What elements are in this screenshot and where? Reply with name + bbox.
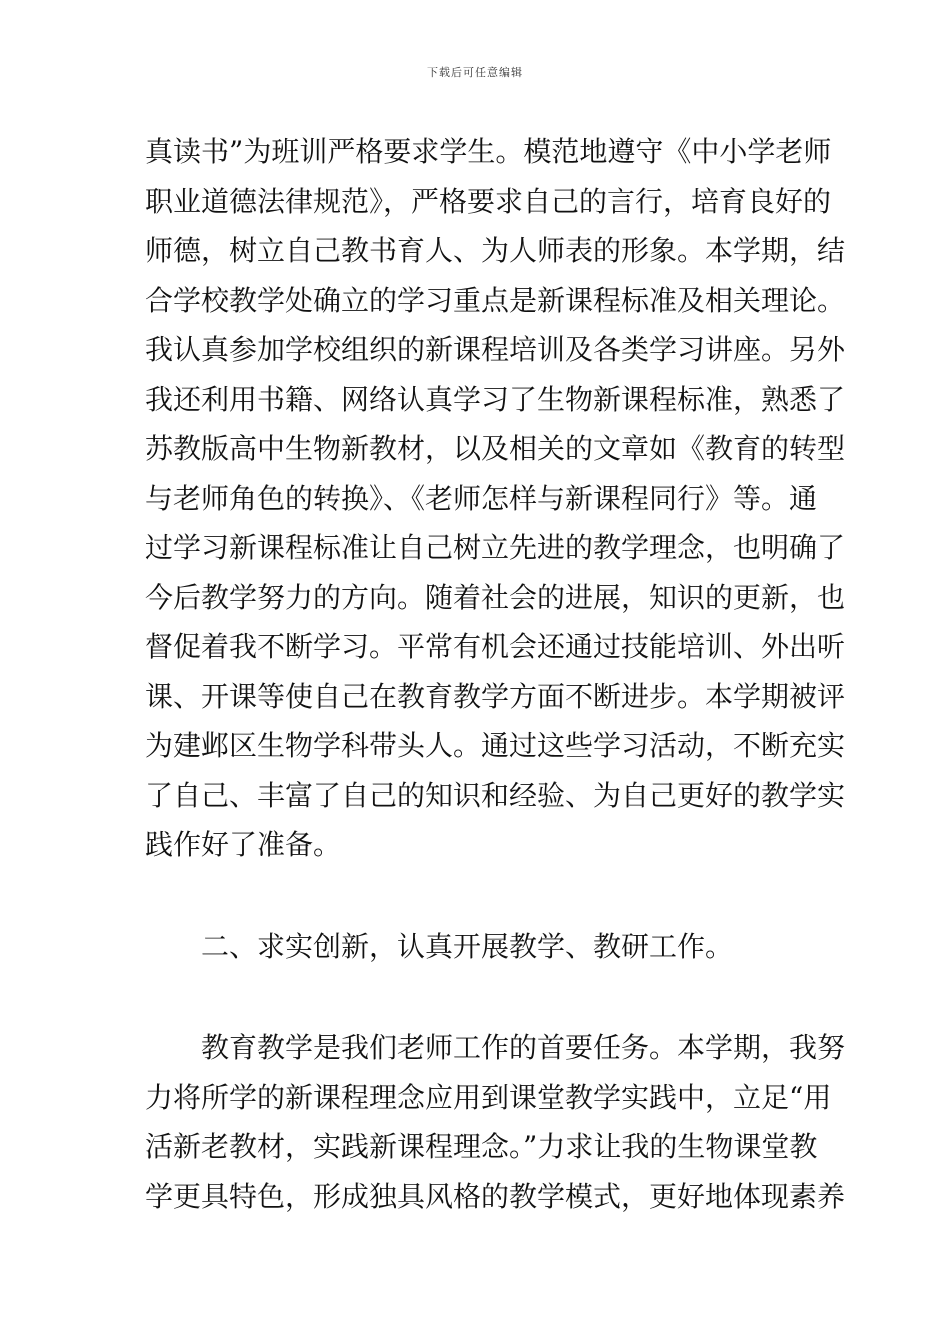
paragraph-line: 师德，树立自己教书育人、为人师表的形象。本学期，结 — [145, 234, 846, 267]
paragraph-line: 教育教学是我们老师工作的首要任务。本学期，我努 — [201, 1031, 846, 1064]
paragraph-line: 督促着我不断学习。平常有机会还通过技能培训、外出听 — [145, 630, 846, 663]
page-header: 下载后可任意编辑 — [427, 66, 523, 79]
paragraph-line: 今后教学努力的方向。随着社会的进展，知识的更新，也 — [145, 580, 846, 614]
paragraph-line: 与老师角色的转换》、《老师怎样与新课程同行》等。通 — [145, 481, 818, 515]
paragraph-1 — [145, 127, 846, 870]
paragraph-spacer — [145, 971, 810, 1023]
section-heading: 二、求实创新，认真开展教学、教研工作。 — [201, 929, 734, 963]
paragraph-2 — [145, 1023, 846, 1221]
paragraph-line: 职业道德法律规范》，严格要求自己的言行，培育良好的 — [145, 184, 832, 218]
document-body — [145, 127, 846, 1221]
paragraph-line: 我认真参加学校组织的新课程培训及各类学习讲座。另外 — [145, 333, 846, 366]
paragraph-line: 我还利用书籍、网络认真学习了生物新课程标准，熟悉了 — [145, 382, 846, 416]
paragraph-line: 为建邺区生物学科带头人。通过这些学习活动，不断充实 — [145, 729, 846, 762]
paragraph-spacer — [145, 870, 810, 922]
paragraph-line: 了自己、丰富了自己的知识和经验、为自己更好的教学实 — [145, 778, 846, 812]
paragraph-line: 课、开课等使自己在教育教学方面不断进步。本学期被评 — [145, 679, 846, 713]
paragraph-line: 苏教版高中生物新教材，以及相关的文章如《教育的转型 — [145, 432, 846, 465]
paragraph-line: 合学校教学处确立的学习重点是新课程标准及相关理论。 — [145, 283, 846, 317]
paragraph-line: 践作好了准备。 — [145, 828, 342, 861]
paragraph-line: 过学习新课程标准让自己树立先进的教学理念，也明确了 — [145, 531, 846, 564]
paragraph-line: 力将所学的新课程理念应用到课堂教学实践中，立足“用 — [145, 1080, 832, 1114]
paragraph-line: 活新老教材，实践新课程理念。”力求让我的生物课堂教 — [145, 1130, 818, 1163]
paragraph-line: 学更具特色，形成独具风格的教学模式，更好地体现素养 — [145, 1179, 846, 1213]
paragraph-line: 真读书”为班训严格要求学生。模范地遵守《中小学老师 — [145, 135, 832, 168]
